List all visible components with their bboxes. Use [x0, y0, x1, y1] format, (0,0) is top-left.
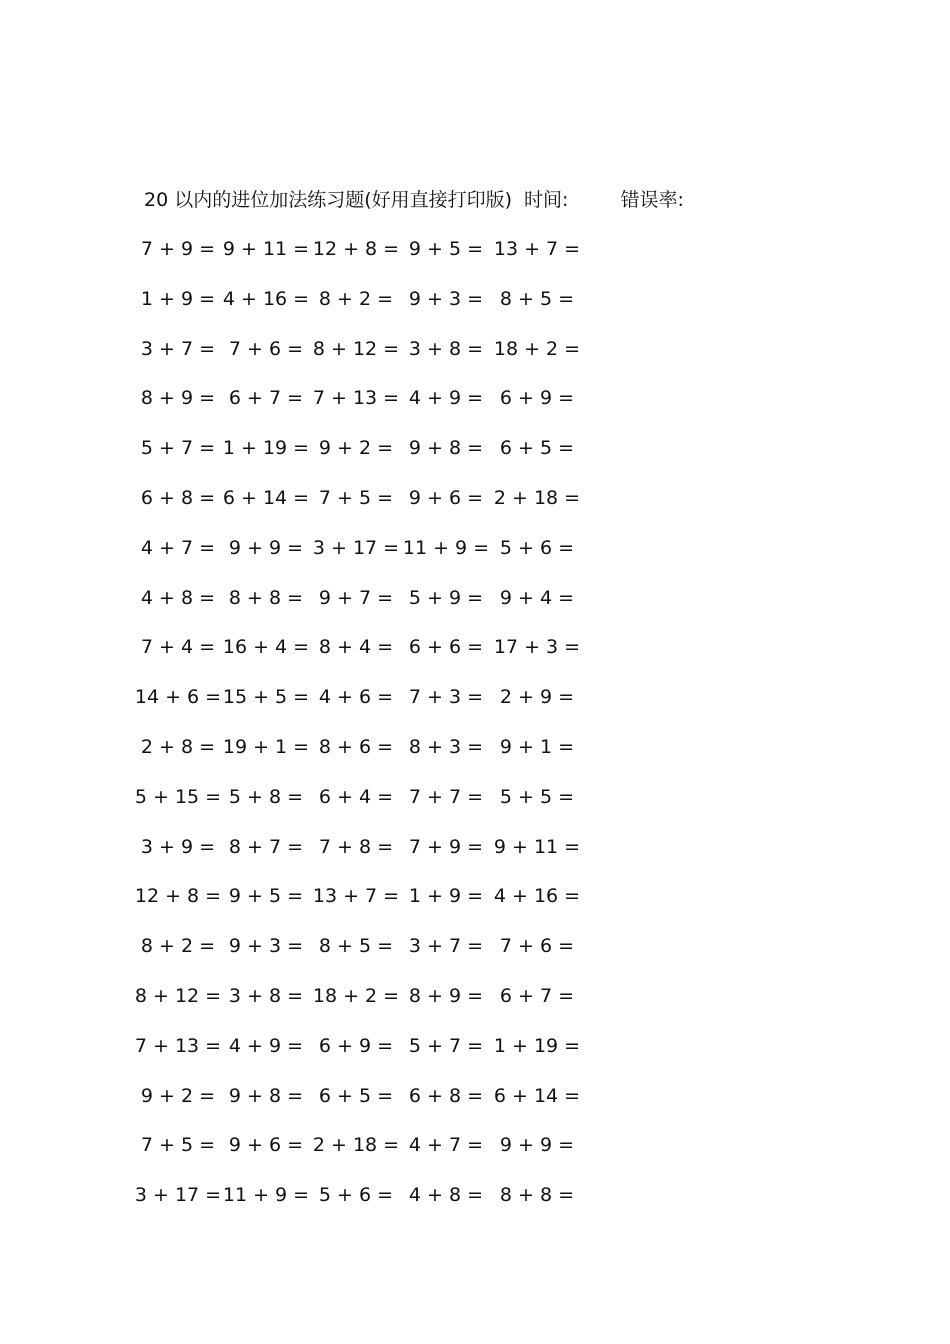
problem-item: 9 + 5 = — [228, 885, 304, 908]
problem-item: 4 + 8 = — [140, 586, 216, 609]
problem-item: 2 + 18 = — [493, 487, 581, 509]
problem-item: 4 + 7 = — [408, 1134, 484, 1157]
problem-item: 9 + 3 = — [228, 935, 304, 958]
problem-item: 16 + 4 = — [222, 636, 310, 659]
problem-item: 5 + 7 = — [140, 437, 216, 460]
problem-item: 12 + 8 = — [134, 885, 222, 908]
problem-item: 3 + 8 = — [228, 985, 304, 1007]
problem-item: 9 + 4 = — [499, 586, 575, 609]
problem-item: 9 + 8 = — [228, 1084, 304, 1107]
problem-row — [0, 287, 950, 327]
problem-item: 6 + 7 = — [499, 985, 575, 1007]
worksheet-title: 20 以内的进位加法练习题(好用直接打印版) — [144, 189, 513, 211]
problem-item: 7 + 8 = — [318, 835, 394, 858]
problem-item: 6 + 5 = — [499, 437, 575, 460]
problem-row — [0, 1034, 950, 1074]
problem-item: 3 + 7 = — [140, 337, 216, 360]
worksheet-header — [144, 186, 684, 214]
problem-item: 6 + 9 = — [318, 1034, 394, 1057]
problem-row — [0, 835, 950, 875]
problem-item: 13 + 7 = — [493, 238, 581, 260]
problem-row — [0, 437, 950, 476]
problem-item: 3 + 17 = — [134, 1184, 222, 1207]
problem-item: 6 + 7 = — [228, 387, 304, 410]
problem-row — [0, 1184, 950, 1223]
problem-item: 9 + 8 = — [408, 437, 484, 460]
problem-item: 15 + 5 = — [222, 686, 310, 709]
problem-item: 4 + 6 = — [318, 686, 394, 709]
time-label: 时间: — [524, 189, 569, 211]
problem-item: 8 + 5 = — [318, 935, 394, 958]
problem-item: 8 + 2 = — [318, 287, 394, 310]
problem-item: 7 + 4 = — [140, 636, 216, 659]
problem-row — [0, 885, 950, 924]
problem-item: 3 + 8 = — [408, 337, 484, 360]
problem-item: 11 + 9 = — [402, 536, 490, 559]
problem-item: 12 + 8 = — [312, 238, 400, 260]
problem-item: 1 + 19 = — [222, 437, 310, 460]
problem-item: 4 + 16 = — [493, 885, 581, 908]
problem-item: 8 + 8 = — [499, 1184, 575, 1207]
problem-item: 8 + 4 = — [318, 636, 394, 659]
problem-item: 9 + 2 = — [318, 437, 394, 460]
problem-row — [0, 536, 950, 576]
problem-item: 7 + 6 = — [499, 935, 575, 958]
problem-item: 4 + 9 = — [408, 387, 484, 410]
problem-item: 6 + 4 = — [318, 785, 394, 808]
problem-item: 9 + 9 = — [228, 536, 304, 559]
problem-item: 8 + 5 = — [499, 287, 575, 310]
problem-item: 8 + 6 = — [318, 736, 394, 758]
problem-item: 9 + 7 = — [318, 586, 394, 609]
problem-item: 4 + 8 = — [408, 1184, 484, 1207]
problem-item: 1 + 19 = — [493, 1034, 581, 1057]
problem-item: 2 + 8 = — [140, 736, 216, 758]
problem-row — [0, 636, 950, 675]
problem-item: 9 + 1 = — [499, 736, 575, 758]
problem-item: 8 + 7 = — [228, 835, 304, 858]
problem-row — [0, 337, 950, 377]
problem-item: 8 + 9 = — [140, 387, 216, 410]
problem-item: 14 + 6 = — [134, 686, 222, 709]
problem-item: 7 + 13 = — [312, 387, 400, 410]
problem-row — [0, 586, 950, 626]
problem-row — [0, 387, 950, 426]
problem-item: 17 + 3 = — [493, 636, 581, 659]
problem-item: 7 + 9 = — [408, 835, 484, 858]
problem-row — [0, 1084, 950, 1124]
problem-item: 9 + 2 = — [140, 1084, 216, 1107]
problem-row — [0, 487, 950, 526]
problem-item: 5 + 9 = — [408, 586, 484, 609]
problem-item: 4 + 7 = — [140, 536, 216, 559]
problem-item: 5 + 7 = — [408, 1034, 484, 1057]
problem-item: 7 + 6 = — [228, 337, 304, 360]
problem-item: 13 + 7 = — [312, 885, 400, 908]
problem-item: 6 + 14 = — [222, 487, 310, 509]
problem-item: 8 + 2 = — [140, 935, 216, 958]
problem-item: 8 + 12 = — [312, 337, 400, 360]
problem-item: 6 + 8 = — [408, 1084, 484, 1107]
problem-item: 9 + 11 = — [222, 238, 310, 260]
problem-item: 5 + 8 = — [228, 785, 304, 808]
problem-row — [0, 686, 950, 725]
problem-item: 6 + 9 = — [499, 387, 575, 410]
problem-row — [0, 736, 950, 775]
problem-item: 9 + 6 = — [408, 487, 484, 509]
problem-item: 8 + 9 = — [408, 985, 484, 1007]
problem-item: 6 + 6 = — [408, 636, 484, 659]
problem-item: 3 + 9 = — [140, 835, 216, 858]
problem-item: 7 + 13 = — [134, 1034, 222, 1057]
problem-item: 3 + 17 = — [312, 536, 400, 559]
problem-item: 2 + 9 = — [499, 686, 575, 709]
problem-item: 7 + 5 = — [318, 487, 394, 509]
problem-item: 4 + 9 = — [228, 1034, 304, 1057]
problem-item: 5 + 15 = — [134, 785, 222, 808]
problem-row — [0, 238, 950, 277]
problem-item: 1 + 9 = — [408, 885, 484, 908]
error-rate-label: 错误率: — [620, 189, 684, 211]
problem-item: 2 + 18 = — [312, 1134, 400, 1157]
problem-item: 18 + 2 = — [493, 337, 581, 360]
problem-item: 6 + 14 = — [493, 1084, 581, 1107]
problem-item: 5 + 6 = — [318, 1184, 394, 1207]
problem-item: 19 + 1 = — [222, 736, 310, 758]
problem-item: 6 + 8 = — [140, 487, 216, 509]
problem-item: 7 + 9 = — [140, 238, 216, 260]
problem-item: 9 + 9 = — [499, 1134, 575, 1157]
problem-item: 6 + 5 = — [318, 1084, 394, 1107]
problem-row — [0, 785, 950, 825]
problem-item: 8 + 12 = — [134, 985, 222, 1007]
problem-item: 4 + 16 = — [222, 287, 310, 310]
problem-row — [0, 985, 950, 1024]
problem-item: 9 + 5 = — [408, 238, 484, 260]
problem-item: 7 + 5 = — [140, 1134, 216, 1157]
problem-item: 7 + 3 = — [408, 686, 484, 709]
problem-item: 11 + 9 = — [222, 1184, 310, 1207]
problem-row — [0, 1134, 950, 1173]
problem-row — [0, 935, 950, 974]
problem-item: 18 + 2 = — [312, 985, 400, 1007]
problem-item: 5 + 5 = — [499, 785, 575, 808]
problem-item: 1 + 9 = — [140, 287, 216, 310]
problem-item: 8 + 3 = — [408, 736, 484, 758]
problem-item: 9 + 3 = — [408, 287, 484, 310]
problem-item: 9 + 11 = — [493, 835, 581, 858]
problem-item: 7 + 7 = — [408, 785, 484, 808]
problem-item: 8 + 8 = — [228, 586, 304, 609]
problem-item: 5 + 6 = — [499, 536, 575, 559]
problem-item: 3 + 7 = — [408, 935, 484, 958]
problem-item: 9 + 6 = — [228, 1134, 304, 1157]
